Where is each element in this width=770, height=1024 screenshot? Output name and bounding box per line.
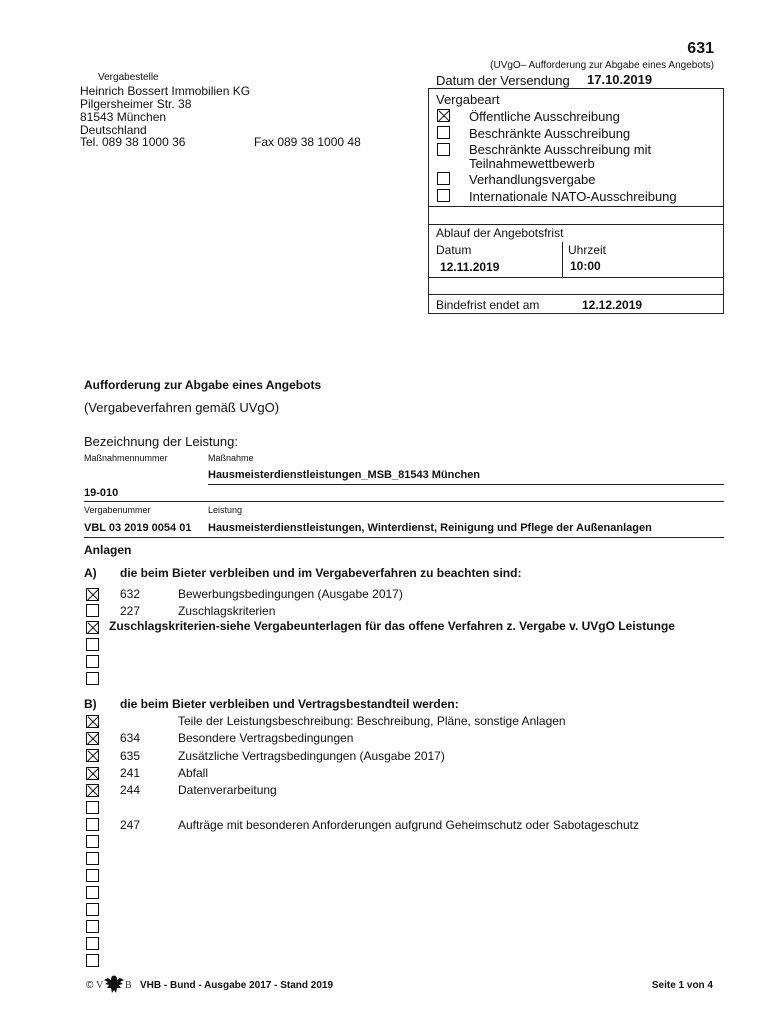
award-number-label: Vergabenummer — [84, 505, 151, 515]
deadline-time: 10:00 — [570, 259, 601, 273]
service-label: Bezeichnung der Leistung: — [84, 434, 238, 449]
procedure-option-2: Beschränkte Ausschreibung — [469, 126, 631, 141]
attachment-a-checkbox-3[interactable] — [86, 621, 99, 634]
attachment-b-checkbox-10[interactable] — [86, 869, 99, 882]
attachment-b-number-4: 241 — [120, 766, 141, 780]
deadline-time-label: Uhrzeit — [568, 243, 607, 257]
copyright-symbol: © — [86, 980, 94, 991]
measure-number-underline — [84, 501, 724, 502]
attachment-b-checkbox-8[interactable] — [86, 835, 99, 848]
attachment-b-text-3: Zusätzliche Vertragsbedingungen (Ausgabe 2017) — [178, 749, 445, 763]
procedure-checkbox-2[interactable] — [437, 126, 450, 139]
deadline-label: Ablauf der Angebotsfrist — [436, 226, 564, 240]
service-value: Hausmeisterdienstleistungen, Winterdienst, Reinigung und Pflege der Außenanlagen — [208, 522, 652, 534]
box-divider-vertical — [562, 242, 563, 277]
procedure-option-3: Beschränkte Ausschreibung mit — [469, 142, 652, 157]
service-type-label: Leistung — [208, 505, 243, 515]
attachment-b-number-3: 635 — [120, 749, 141, 763]
federal-eagle-icon — [94, 970, 134, 998]
attachment-b-checkbox-3[interactable] — [86, 749, 99, 762]
binding-label: Bindefrist endet am — [436, 298, 540, 312]
procedure-checkbox-1[interactable] — [437, 109, 450, 122]
attachment-a-number-2: 227 — [120, 604, 141, 618]
attachment-b-text-5: Datenverarbeitung — [178, 783, 277, 797]
procedure-checkbox-3[interactable] — [437, 143, 450, 156]
sender-tel: Tel. 089 38 1000 36 — [80, 135, 186, 149]
attachments-label: Anlagen — [84, 543, 132, 557]
section-b-title: die beim Bieter verbleiben und Vertragsbestandteil werden: — [120, 697, 459, 711]
attachment-b-checkbox-15[interactable] — [86, 954, 99, 967]
procedure-checkbox-4[interactable] — [437, 172, 450, 185]
attachment-b-number-5: 244 — [120, 783, 141, 797]
measure-value: Hausmeisterdienstleistungen_MSB_81543 München — [208, 469, 481, 481]
attachment-a-number-1: 632 — [120, 587, 141, 601]
procedure-option-4: Verhandlungsvergabe — [469, 172, 596, 187]
attachment-a-text-3: Zuschlagskriterien-siehe Vergabeunterlagen für das offene Verfahren z. Vergabe v. UVgO Leistunge — [109, 619, 675, 633]
attachment-a-checkbox-4[interactable] — [86, 638, 99, 651]
service-underline — [84, 537, 724, 538]
procedure-option-1: Öffentliche Ausschreibung — [469, 109, 620, 124]
attachment-b-checkbox-2[interactable] — [86, 732, 99, 745]
attachment-b-checkbox-1[interactable] — [86, 715, 99, 728]
attachment-b-checkbox-7[interactable] — [86, 818, 99, 831]
attachment-b-checkbox-14[interactable] — [86, 937, 99, 950]
deadline-date-label: Datum — [436, 243, 472, 257]
svg-text:B: B — [125, 980, 132, 991]
attachment-b-text-4: Abfall — [178, 766, 209, 780]
attachment-b-checkbox-11[interactable] — [86, 886, 99, 899]
attachment-a-checkbox-1[interactable] — [86, 588, 99, 601]
form-subtitle: (UVgO– Aufforderung zur Abgabe eines Angebots) — [490, 60, 714, 71]
page-title: Aufforderung zur Abgabe eines Angebots — [84, 378, 322, 392]
attachment-b-text-7: Aufträge mit besonderen Anforderungen aufgrund Geheimschutz oder Sabotageschutz — [178, 818, 639, 832]
box-divider — [428, 277, 724, 278]
box-divider — [428, 206, 724, 207]
attachment-b-checkbox-9[interactable] — [86, 852, 99, 865]
measure-number-label: Maßnahmennummer — [84, 453, 168, 463]
section-a-letter: A) — [84, 566, 97, 580]
section-a-title: die beim Bieter verbleiben und im Vergabeverfahren zu beachten sind: — [120, 566, 522, 580]
procedure-option-5: Internationale NATO-Ausschreibung — [469, 189, 677, 204]
attachment-b-checkbox-4[interactable] — [86, 767, 99, 780]
procedure-label: Vergabeart — [436, 92, 500, 107]
dispatch-label: Datum der Versendung — [436, 73, 570, 88]
procedure-checkbox-5[interactable] — [437, 189, 450, 202]
box-divider — [428, 294, 724, 295]
attachment-b-text-2: Besondere Vertragsbedingungen — [178, 731, 354, 745]
deadline-date: 12.11.2019 — [440, 260, 500, 274]
attachment-b-checkbox-12[interactable] — [86, 903, 99, 916]
attachment-a-checkbox-5[interactable] — [86, 655, 99, 668]
attachment-a-text-1: Bewerbungsbedingungen (Ausgabe 2017) — [178, 587, 403, 601]
attachment-b-checkbox-5[interactable] — [86, 784, 99, 797]
footer-vhb: VHB - Bund - Ausgabe 2017 - Stand 2019 — [140, 980, 334, 991]
sender-street: Pilgersheimer Str. 38 — [80, 97, 192, 111]
measure-number-value: 19-010 — [84, 487, 119, 499]
attachment-b-number-2: 634 — [120, 731, 141, 745]
sender-fax: Fax 089 38 1000 48 — [254, 135, 361, 149]
attachment-b-checkbox-13[interactable] — [86, 920, 99, 933]
attachment-a-checkbox-2[interactable] — [86, 604, 99, 617]
form-number: 631 — [687, 40, 714, 57]
attachment-a-text-2: Zuschlagskriterien — [178, 604, 276, 618]
sender-country: Deutschland — [80, 123, 147, 137]
dispatch-date: 17.10.2019 — [587, 72, 653, 87]
binding-date: 12.12.2019 — [582, 298, 643, 312]
section-b-letter: B) — [84, 697, 97, 711]
attachment-a-checkbox-6[interactable] — [86, 672, 99, 685]
sender-city: 81543 München — [80, 110, 167, 124]
box-divider — [428, 224, 724, 225]
procedure-option-3-line2: Teilnahmewettbewerb — [469, 156, 595, 171]
svg-text:V: V — [96, 980, 104, 991]
award-number-value: VBL 03 2019 0054 01 — [84, 522, 192, 534]
page-subtitle: (Vergabeverfahren gemäß UVgO) — [84, 400, 280, 415]
attachment-b-number-7: 247 — [120, 818, 141, 832]
measure-label: Maßnahme — [208, 453, 254, 463]
footer-page: Seite 1 von 4 — [651, 980, 713, 991]
sender-label: Vergabestelle — [98, 72, 159, 83]
sender-name: Heinrich Bossert Immobilien KG — [80, 84, 251, 98]
attachment-b-text-1: Teile der Leistungsbeschreibung: Beschreibung, Pläne, sonstige Anlagen — [178, 714, 566, 728]
measure-underline — [208, 484, 724, 485]
attachment-b-checkbox-6[interactable] — [86, 801, 99, 814]
